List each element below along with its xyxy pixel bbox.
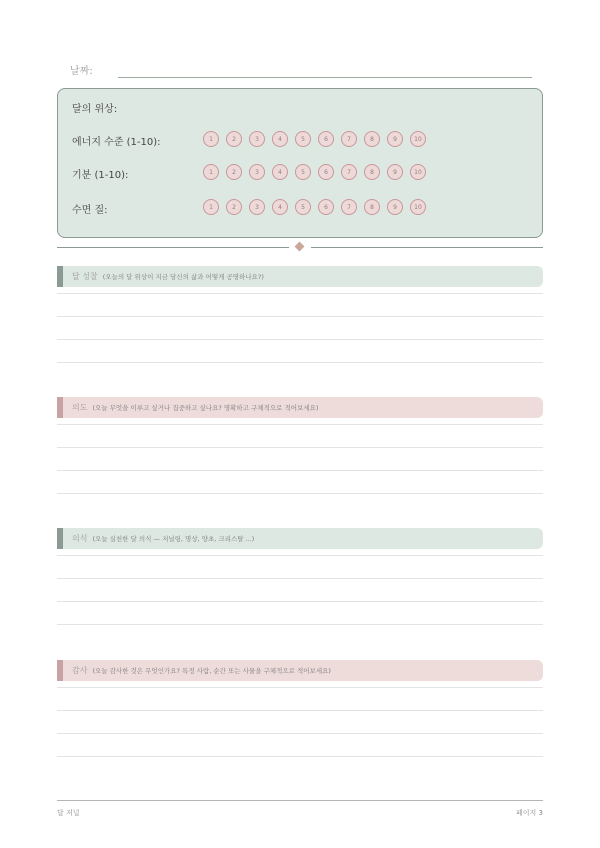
section-accent-bar bbox=[57, 266, 63, 287]
section-divider bbox=[57, 242, 543, 252]
writing-line bbox=[57, 756, 543, 757]
date-row bbox=[70, 62, 532, 80]
writing-line bbox=[57, 555, 543, 556]
scale-circle[interactable]: 8 bbox=[364, 199, 380, 215]
moon-phase-box bbox=[57, 88, 543, 238]
scale-circle[interactable]: 8 bbox=[364, 131, 380, 147]
scale-circle[interactable]: 6 bbox=[318, 131, 334, 147]
scale-circle[interactable]: 7 bbox=[341, 131, 357, 147]
writing-line bbox=[57, 624, 543, 625]
writing-line bbox=[57, 362, 543, 363]
energy-scale-label: 에너지 수준 (1-10): bbox=[72, 137, 161, 148]
scale-circle[interactable]: 10 bbox=[410, 131, 426, 147]
scale-circle[interactable]: 9 bbox=[387, 164, 403, 180]
section-header bbox=[57, 397, 543, 418]
writing-line bbox=[57, 578, 543, 579]
date-input-line[interactable] bbox=[118, 77, 532, 78]
section-accent-bar bbox=[57, 660, 63, 681]
section-description: (오늘 감사한 것은 무엇인가요? 특정 사람, 순간 또는 사물을 구체적으로 적어보세요) bbox=[92, 667, 331, 675]
section-description: (오늘 무엇을 이루고 싶거나 집중하고 싶나요? 명확하고 구체적으로 적어보세요) bbox=[92, 404, 319, 412]
divider-diamond-icon bbox=[295, 242, 305, 252]
scale-circle[interactable]: 6 bbox=[318, 164, 334, 180]
writing-area[interactable] bbox=[57, 287, 543, 382]
divider-line-left bbox=[57, 247, 289, 248]
sleep-scale-label: 수면 질: bbox=[72, 205, 108, 216]
writing-area[interactable] bbox=[57, 549, 543, 644]
section-moon-reflection bbox=[57, 266, 543, 382]
scale-circle[interactable]: 5 bbox=[295, 164, 311, 180]
scale-circle[interactable]: 1 bbox=[203, 199, 219, 215]
scale-circle[interactable]: 9 bbox=[387, 199, 403, 215]
section-title: 달 성찰 bbox=[72, 272, 98, 281]
scale-circle[interactable]: 1 bbox=[203, 164, 219, 180]
scale-circle[interactable]: 9 bbox=[387, 131, 403, 147]
scale-circle[interactable]: 6 bbox=[318, 199, 334, 215]
scale-circle[interactable]: 3 bbox=[249, 164, 265, 180]
writing-area[interactable] bbox=[57, 418, 543, 513]
scale-circle[interactable]: 3 bbox=[249, 199, 265, 215]
scale-circle[interactable]: 2 bbox=[226, 131, 242, 147]
sleep-scale-row bbox=[72, 199, 532, 217]
writing-line bbox=[57, 493, 543, 494]
scale-circle[interactable]: 7 bbox=[341, 164, 357, 180]
scale-circle[interactable]: 4 bbox=[272, 131, 288, 147]
writing-line bbox=[57, 339, 543, 340]
scale-circle[interactable]: 1 bbox=[203, 131, 219, 147]
scale-circle[interactable]: 5 bbox=[295, 131, 311, 147]
section-accent-bar bbox=[57, 528, 63, 549]
section-intention bbox=[57, 397, 543, 513]
writing-line bbox=[57, 687, 543, 688]
scale-circle[interactable]: 2 bbox=[226, 199, 242, 215]
section-description: (오늘 실천한 달 의식 — 저널링, 명상, 양초, 크리스탈 ...) bbox=[92, 535, 255, 543]
writing-line bbox=[57, 316, 543, 317]
section-header bbox=[57, 266, 543, 287]
writing-line bbox=[57, 710, 543, 711]
scale-circle[interactable]: 8 bbox=[364, 164, 380, 180]
writing-line bbox=[57, 293, 543, 294]
scale-circle[interactable]: 7 bbox=[341, 199, 357, 215]
scale-circle[interactable]: 5 bbox=[295, 199, 311, 215]
divider-line-right bbox=[311, 247, 543, 248]
section-header bbox=[57, 528, 543, 549]
section-description: (오늘의 달 위상이 지금 당신의 삶과 어떻게 공명하나요?) bbox=[102, 273, 264, 281]
energy-scale-row bbox=[72, 131, 532, 149]
writing-line bbox=[57, 424, 543, 425]
footer-page-number: 페이지 3 bbox=[516, 809, 543, 817]
section-gratitude bbox=[57, 660, 543, 776]
scale-circle[interactable]: 10 bbox=[410, 164, 426, 180]
writing-line bbox=[57, 733, 543, 734]
writing-area[interactable] bbox=[57, 681, 543, 776]
scale-circle[interactable]: 4 bbox=[272, 199, 288, 215]
footer-divider bbox=[57, 800, 543, 801]
writing-line bbox=[57, 447, 543, 448]
scale-circle[interactable]: 10 bbox=[410, 199, 426, 215]
section-title: 의도 bbox=[72, 403, 88, 412]
moon-phase-title: 달의 위상: bbox=[72, 104, 118, 115]
scale-circle[interactable]: 3 bbox=[249, 131, 265, 147]
section-title: 의식 bbox=[72, 534, 88, 543]
mood-scale-row bbox=[72, 164, 532, 182]
section-title: 감사 bbox=[72, 666, 88, 675]
mood-scale-label: 기분 (1-10): bbox=[72, 170, 129, 181]
scale-circle[interactable]: 2 bbox=[226, 164, 242, 180]
writing-line bbox=[57, 470, 543, 471]
section-header bbox=[57, 660, 543, 681]
section-accent-bar bbox=[57, 397, 63, 418]
section-ritual bbox=[57, 528, 543, 644]
footer-journal-name: 달 저널 bbox=[57, 809, 80, 817]
date-label: 날짜: bbox=[70, 66, 93, 77]
scale-circle[interactable]: 4 bbox=[272, 164, 288, 180]
writing-line bbox=[57, 601, 543, 602]
